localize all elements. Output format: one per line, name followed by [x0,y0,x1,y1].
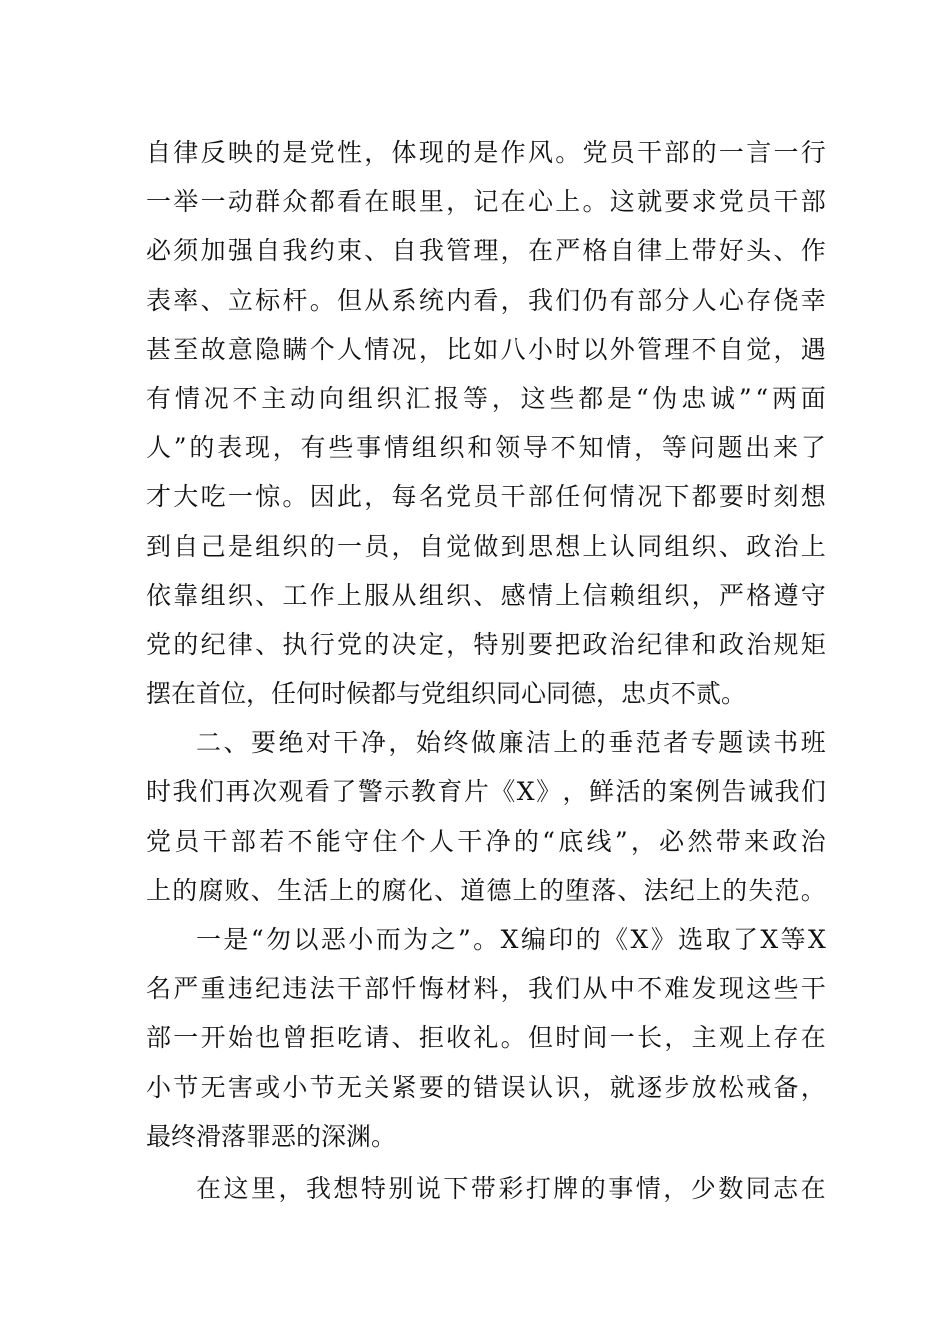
paragraph-3-line-4: 小 节 无 害 或 小 节 无 关 紧 要 的 错 误 认 识 ， 就 逐 步 放 松 戒 备 ， [146,1072,826,1102]
document-body [146,128,826,1213]
paragraph-1-line-7: 人 ” 的 表 现 ， 有 些 事 情 组 织 和 领 导 不 知 情 ， 等 问 题 出 来 了 [146,433,826,463]
paragraph-2-line-4: 上 的 腐 败 、 生 活 上 的 腐 化 、 道 德 上 的 堕 落 、 法 纪 上 的 失 范 。 [146,875,826,905]
paragraph-3-line-3: 部 一 开 始 也 曾 拒 吃 请 、 拒 收 礼 。 但 时 间 一 长 ， 主 观 上 存 在 [146,1023,826,1053]
paragraph-1-line-12: 摆在首位，任何时候都与党组织同心同德，忠贞不贰。 [146,679,747,709]
paragraph-4-line-1: 在 这 里 ， 我 想 特 别 说 下 带 彩 打 牌 的 事 情 ， 少 数 同 志 在 [196,1173,826,1203]
paragraph-1-line-10: 依 靠 组 织 、 工 作 上 服 从 组 织 、 感 情 上 信 赖 组 织 ， 严 格 遵 守 [146,580,826,610]
paragraph-2-line-1: 二 、 要 绝 对 干 净 ， 始 终 做 廉 洁 上 的 垂 范 者 专 题 读 书 班 [196,728,826,758]
paragraph-3-line-1: 一 是 “ 勿 以 恶 小 而 为 之 ” 。 X 编 印 的 《 X 》 选 取 了 X 等 X [196,925,826,954]
paragraph-1-line-5: 甚 至 故 意 隐 瞒 个 人 情 况 ， 比 如 八 小 时 以 外 管 理 不 自 觉 ， 遇 [146,334,826,364]
paragraph-1-line-11: 党 的 纪 律 、 执 行 党 的 决 定 ， 特 别 要 把 政 治 纪 律 和 政 治 规 矩 [146,629,826,659]
paragraph-1-line-4: 表 率 、 立 标 杆 。 但 从 系 统 内 看 ， 我 们 仍 有 部 分 人 心 存 侥 幸 [146,285,826,315]
paragraph-1-line-9: 到 自 己 是 组 织 的 一 员 ， 自 觉 做 到 思 想 上 认 同 组 织 、 政 治 上 [146,531,826,561]
paragraph-1-line-6: 有 情 况 不 主 动 向 组 织 汇 报 等 ， 这 些 都 是 “ 伪 忠 诚 ” “ 两 面 [146,383,826,413]
paragraph-2-line-2: 时 我 们 再 次 观 看 了 警 示 教 育 片 《 X 》 ， 鲜 活 的 案 例 告 诫 我 们 [146,777,826,807]
paragraph-1-line-8: 才 大 吃 一 惊 。 因 此 ， 每 名 党 员 干 部 任 何 情 况 下 都 要 时 刻 想 [146,482,826,512]
paragraph-1-line-3: 必 须 加 强 自 我 约 束 、 自 我 管 理 ， 在 严 格 自 律 上 带 好 头 、 作 [146,236,826,266]
paragraph-1-line-1: 自 律 反 映 的 是 党 性 ， 体 现 的 是 作 风 。 党 员 干 部 的 一 言 一 行 [146,138,826,167]
paragraph-3-line-2: 名 严 重 违 纪 违 法 干 部 忏 悔 材 料 ， 我 们 从 中 不 难 发 现 这 些 干 [146,974,826,1004]
paragraph-3-line-5: 最终滑落罪恶的深渊。 [146,1121,397,1151]
paragraph-2-line-3: 党 员 干 部 若 不 能 守 住 个 人 干 净 的 “ 底 线 ” ， 必 然 带 来 政 治 [146,826,826,856]
paragraph-1-line-2: 一 举 一 动 群 众 都 看 在 眼 里 ， 记 在 心 上 。 这 就 要 求 党 员 干 部 [146,187,826,217]
